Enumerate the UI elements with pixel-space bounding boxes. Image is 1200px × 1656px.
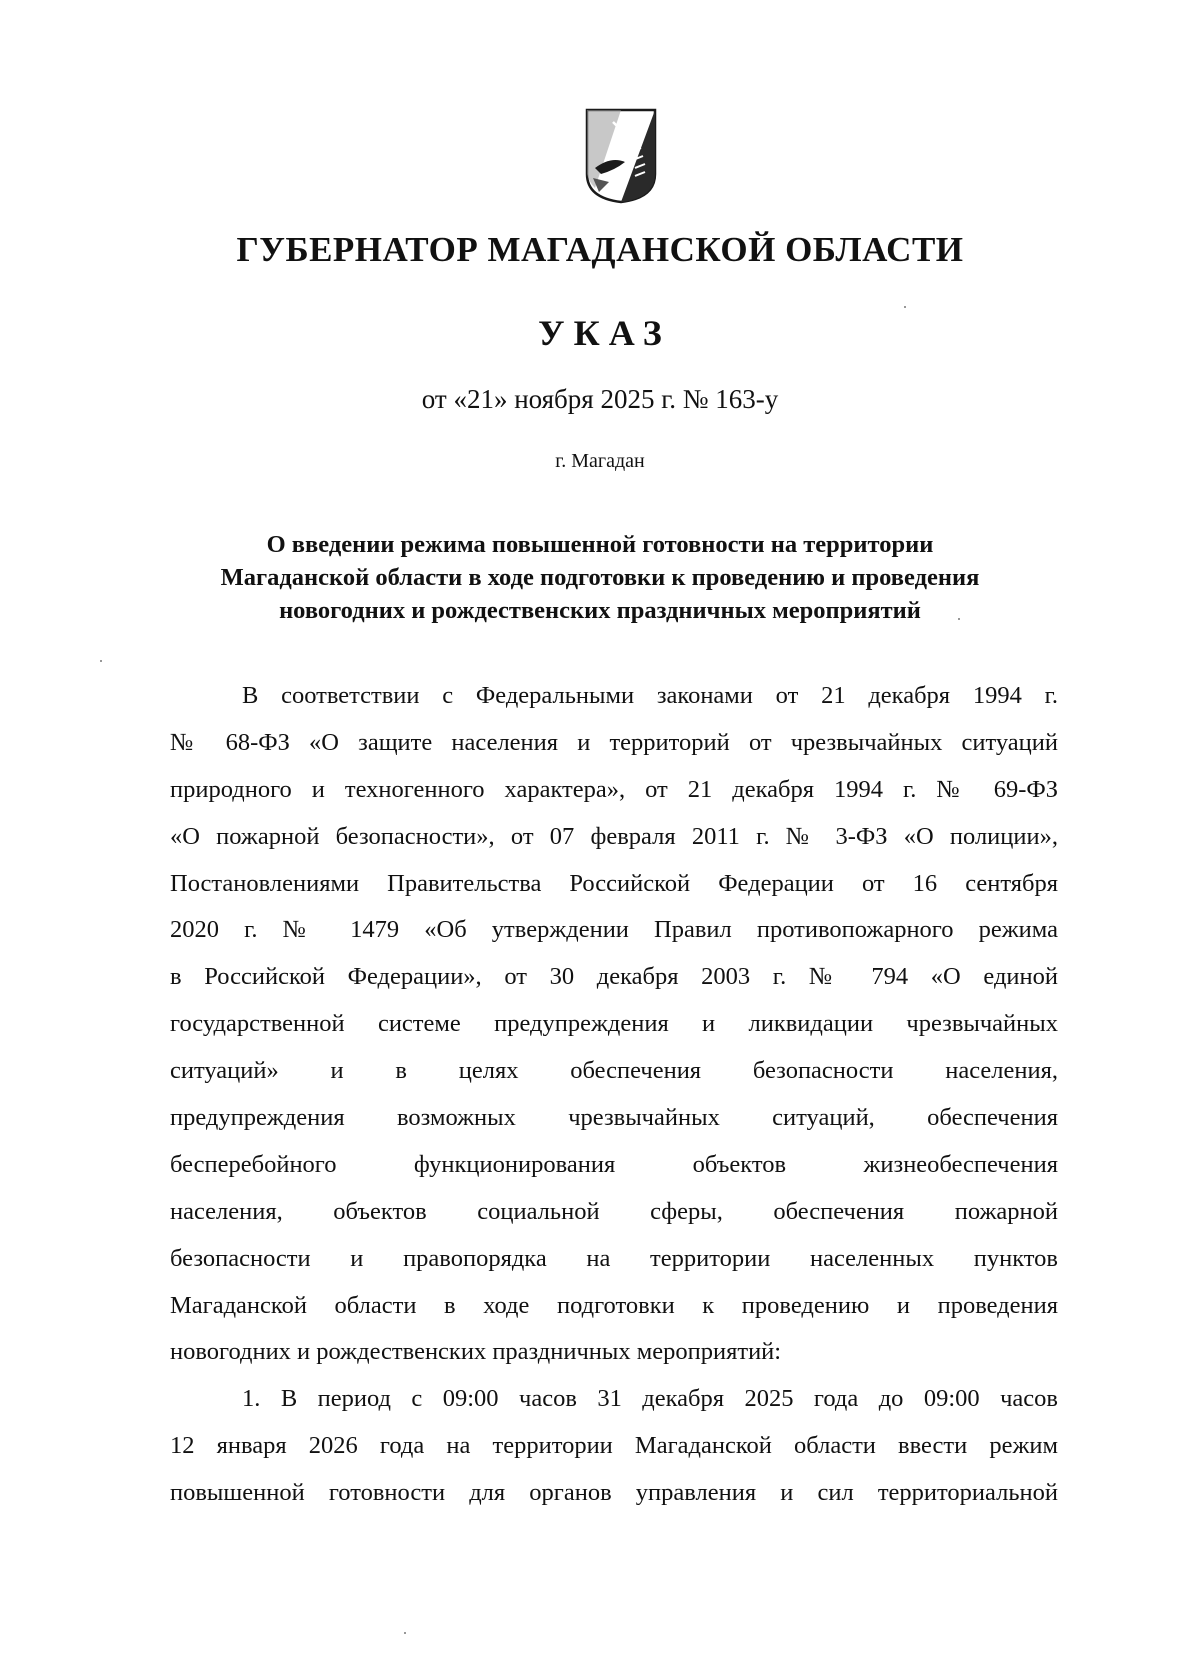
body-line: природного и техногенного характера», от 21 декабря 1994 г. № 69-ФЗ xyxy=(170,775,1058,803)
body-line: повышенной готовности для органов управления и сил территориальной xyxy=(170,1479,1058,1507)
document-body xyxy=(170,680,1058,1524)
document-subject xyxy=(160,528,1040,627)
document-date-number: от «21» ноября 2025 г. № 163-у xyxy=(421,384,779,414)
body-line: ситуаций» и в целях обеспечения безопасности населения, xyxy=(170,1057,1058,1085)
body-line: государственной системе предупреждения и ликвидации чрезвычайных xyxy=(170,1010,1058,1038)
body-line: 1. В период с 09:00 часов 31 декабря 2025 года до 09:00 часов xyxy=(242,1385,1058,1413)
body-line: населения, объектов социальной сферы, обеспечения пожарной xyxy=(170,1197,1058,1225)
document-city: г. Магадан xyxy=(555,450,645,472)
body-line: № 68-ФЗ «О защите населения и территорий от чрезвычайных ситуаций xyxy=(170,728,1058,756)
scan-speck xyxy=(100,660,102,662)
coat-of-arms-icon xyxy=(585,108,657,204)
subject-line: новогодних и рождественских праздничных мероприятий xyxy=(279,597,921,624)
document-type: УКАЗ xyxy=(538,313,671,353)
issuing-authority: ГУБЕРНАТОР МАГАДАНСКОЙ ОБЛАСТИ xyxy=(236,230,964,269)
body-line: в Российской Федерации», от 30 декабря 2003 г. № 794 «О единой xyxy=(170,963,1058,991)
body-line: В соответствии с Федеральными законами от 21 декабря 1994 г. xyxy=(242,682,1058,709)
body-line: бесперебойного функционирования объектов жизнеобеспечения xyxy=(170,1150,1058,1178)
scan-speck xyxy=(404,1632,406,1634)
subject-line: О введении режима повышенной готовности на территории xyxy=(266,531,934,558)
body-line: безопасности и правопорядка на территории населенных пунктов xyxy=(170,1244,1058,1272)
scan-speck xyxy=(904,306,906,308)
body-line: 2020 г. № 1479 «Об утверждении Правил противопожарного режима xyxy=(170,916,1058,944)
body-line: новогодних и рождественских праздничных мероприятий: xyxy=(170,1338,782,1366)
subject-line: Магаданской области в ходе подготовки к проведению и проведения xyxy=(220,564,980,591)
scan-speck xyxy=(958,618,960,620)
body-line: Постановлениями Правительства Российской Федерации от 16 сентября xyxy=(170,869,1058,897)
body-line: 12 января 2026 года на территории Магаданской области ввести режим xyxy=(170,1432,1058,1460)
body-line: предупреждения возможных чрезвычайных ситуаций, обеспечения xyxy=(170,1104,1058,1132)
body-line: «О пожарной безопасности», от 07 февраля 2011 г. № 3-ФЗ «О полиции», xyxy=(170,822,1058,850)
body-line: Магаданской области в ходе подготовки к проведению и проведения xyxy=(170,1291,1058,1319)
